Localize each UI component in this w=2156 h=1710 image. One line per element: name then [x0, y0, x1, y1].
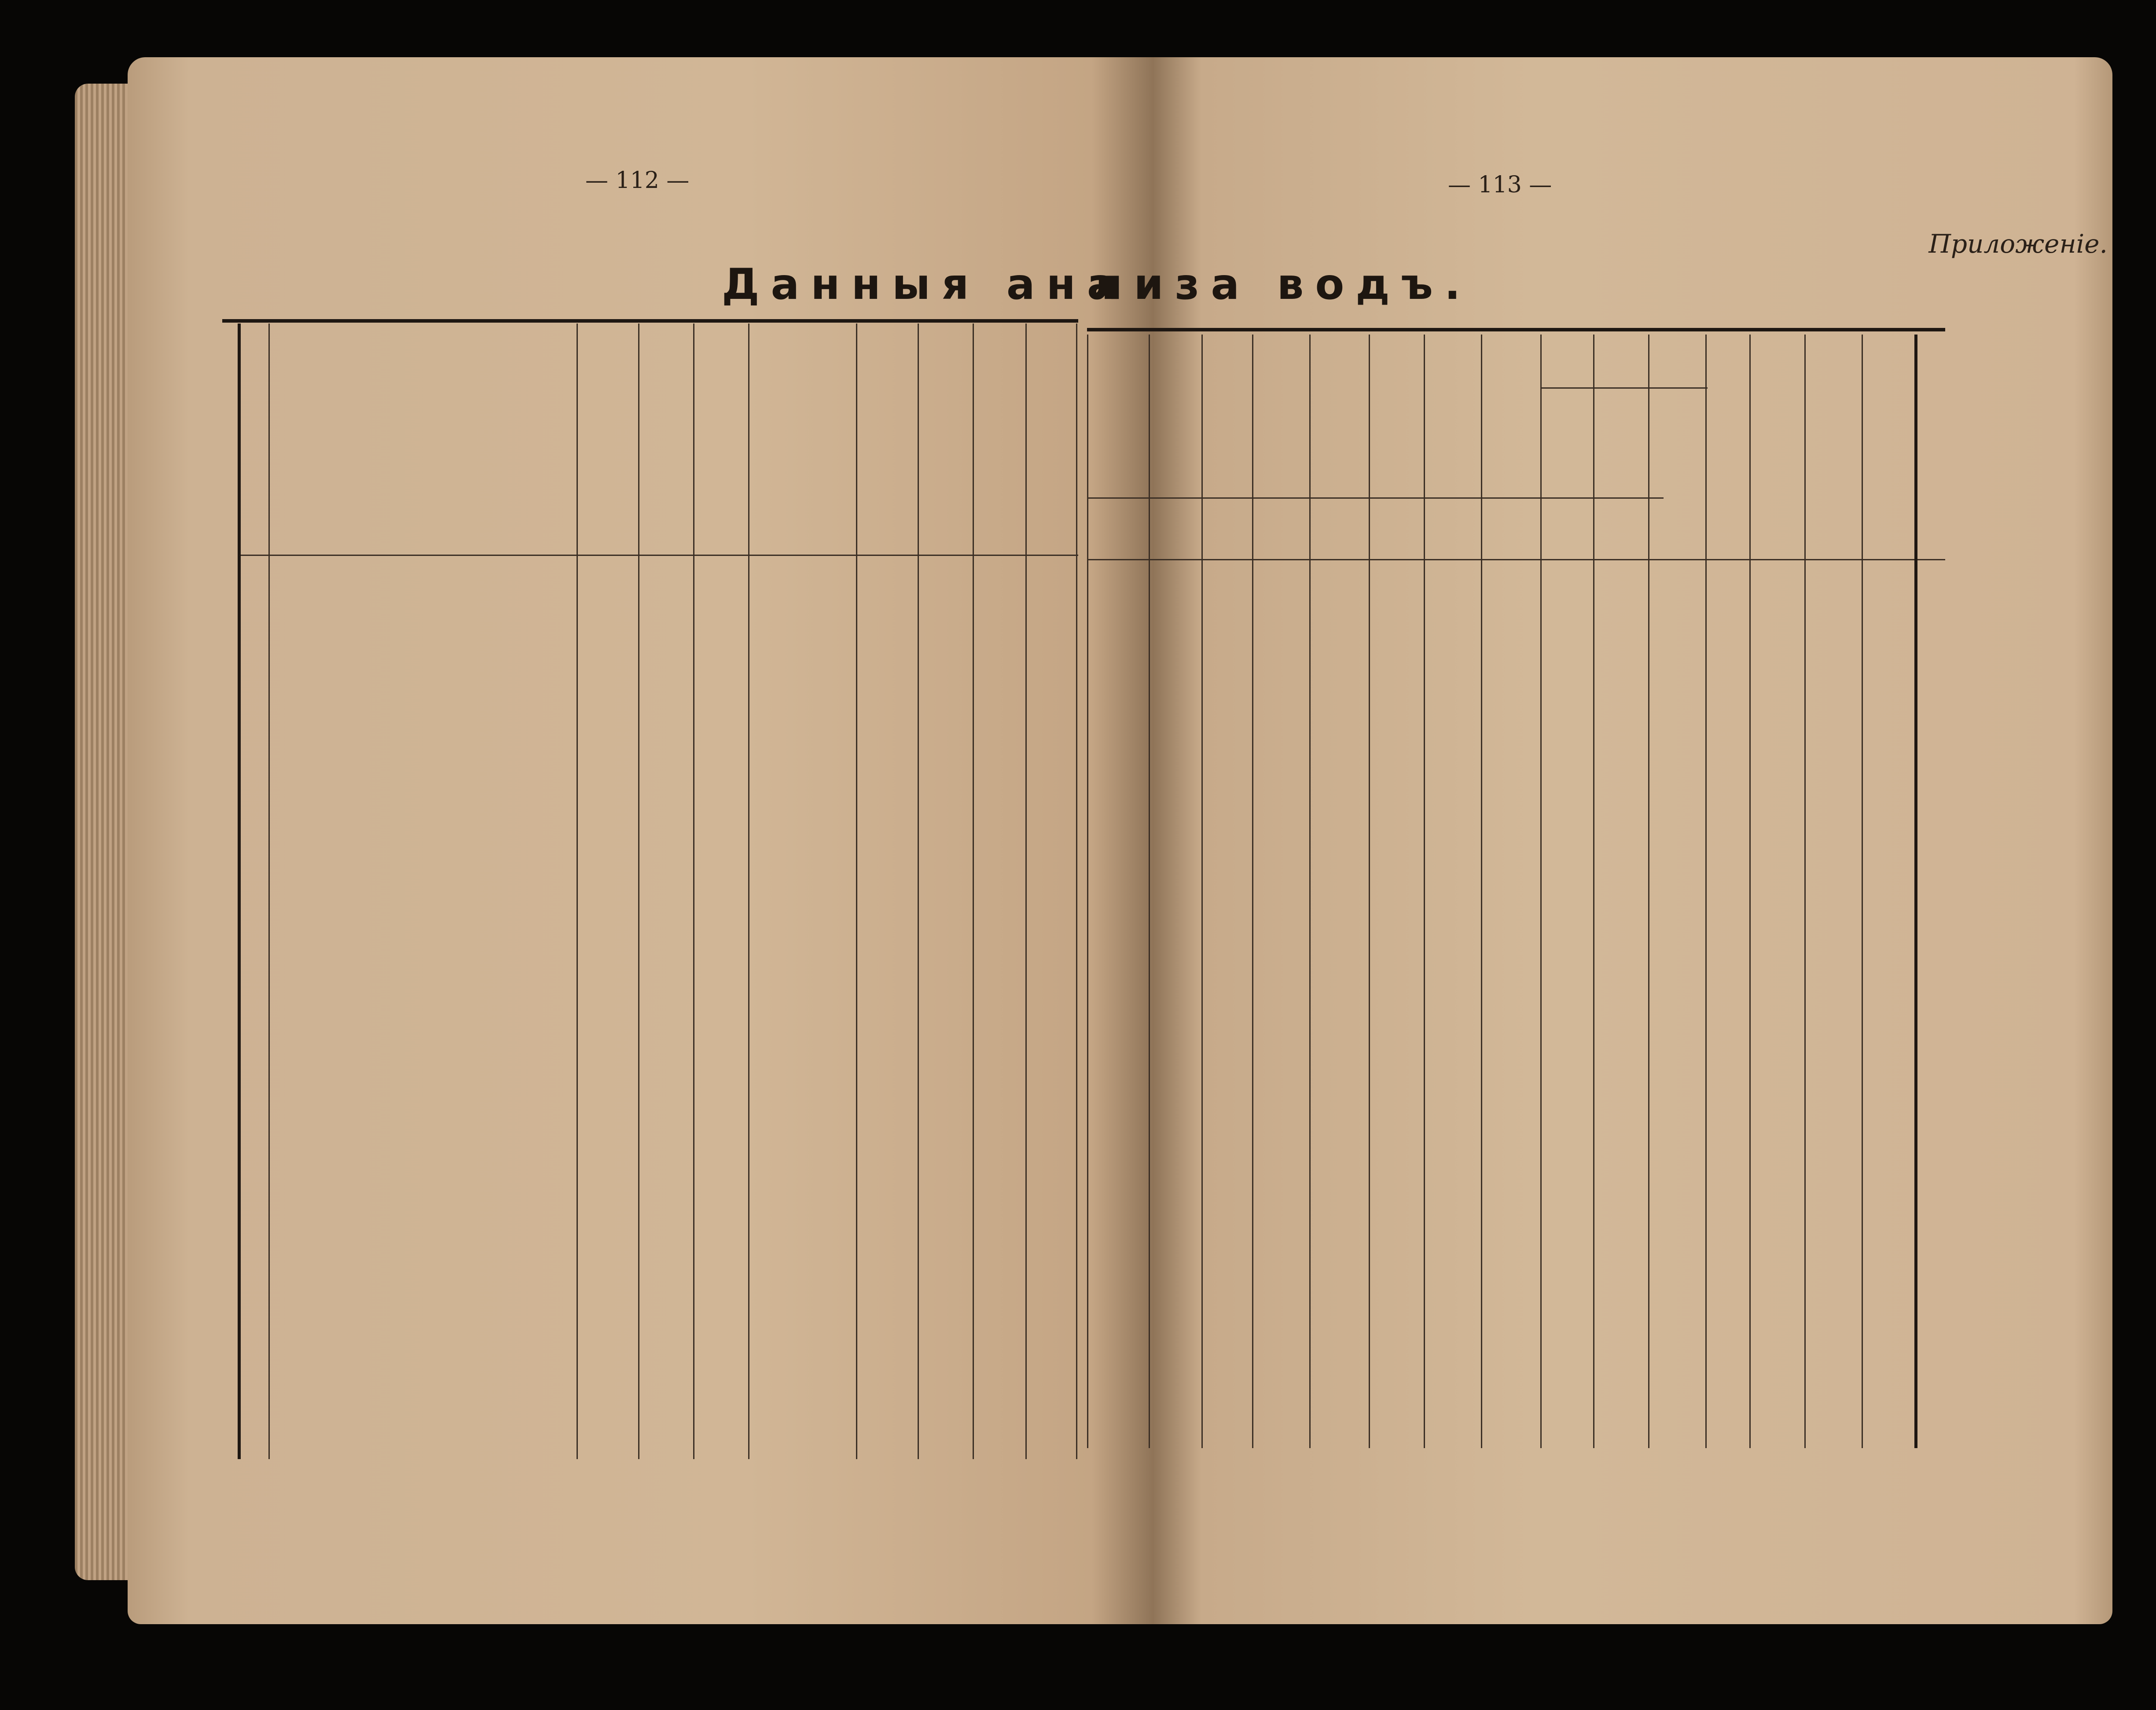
column-line-left	[638, 324, 639, 1459]
header-bottom-line-right	[1087, 559, 1945, 560]
column-line-right	[1149, 335, 1150, 1448]
column-line-left	[268, 324, 270, 1459]
column-line-right	[1862, 335, 1863, 1448]
column-line-right	[1481, 335, 1482, 1448]
column-line-left	[918, 324, 919, 1459]
title-right: лиза водъ.	[1091, 260, 1472, 309]
column-line-left	[973, 324, 974, 1459]
page-edges	[75, 84, 136, 1580]
column-line-left	[748, 324, 749, 1459]
column-line-right	[1201, 335, 1203, 1448]
column-line-right	[1309, 335, 1311, 1448]
column-line-right	[1252, 335, 1253, 1448]
column-line-left	[238, 324, 241, 1459]
column-line-right	[1540, 335, 1542, 1448]
column-line-right	[1424, 335, 1425, 1448]
column-line-left	[577, 324, 578, 1459]
column-line-right	[1648, 335, 1649, 1448]
column-line-left	[856, 324, 857, 1459]
column-line-left	[693, 324, 694, 1459]
title-left: Данныя ана	[722, 260, 1127, 309]
column-line-right	[1705, 335, 1707, 1448]
units-line-right	[1087, 497, 1664, 499]
column-line-right	[1749, 335, 1751, 1448]
column-line-right	[1087, 335, 1088, 1448]
table-top-rule-left	[222, 319, 1078, 323]
column-line-right	[1804, 335, 1806, 1448]
column-line-right	[1593, 335, 1594, 1448]
column-line-left	[1076, 324, 1077, 1459]
hardness-sub-line	[1540, 387, 1708, 389]
appendix-label: Приложеніе.	[1928, 229, 2108, 259]
page-number-right: — 113 —	[1448, 172, 1552, 198]
header-bottom-line-left	[238, 555, 1078, 556]
table-top-rule-right	[1087, 328, 1945, 331]
page-number-left: — 112 —	[585, 167, 690, 194]
column-line-right	[1914, 335, 1917, 1448]
column-line-right	[1369, 335, 1370, 1448]
column-line-left	[1025, 324, 1027, 1459]
